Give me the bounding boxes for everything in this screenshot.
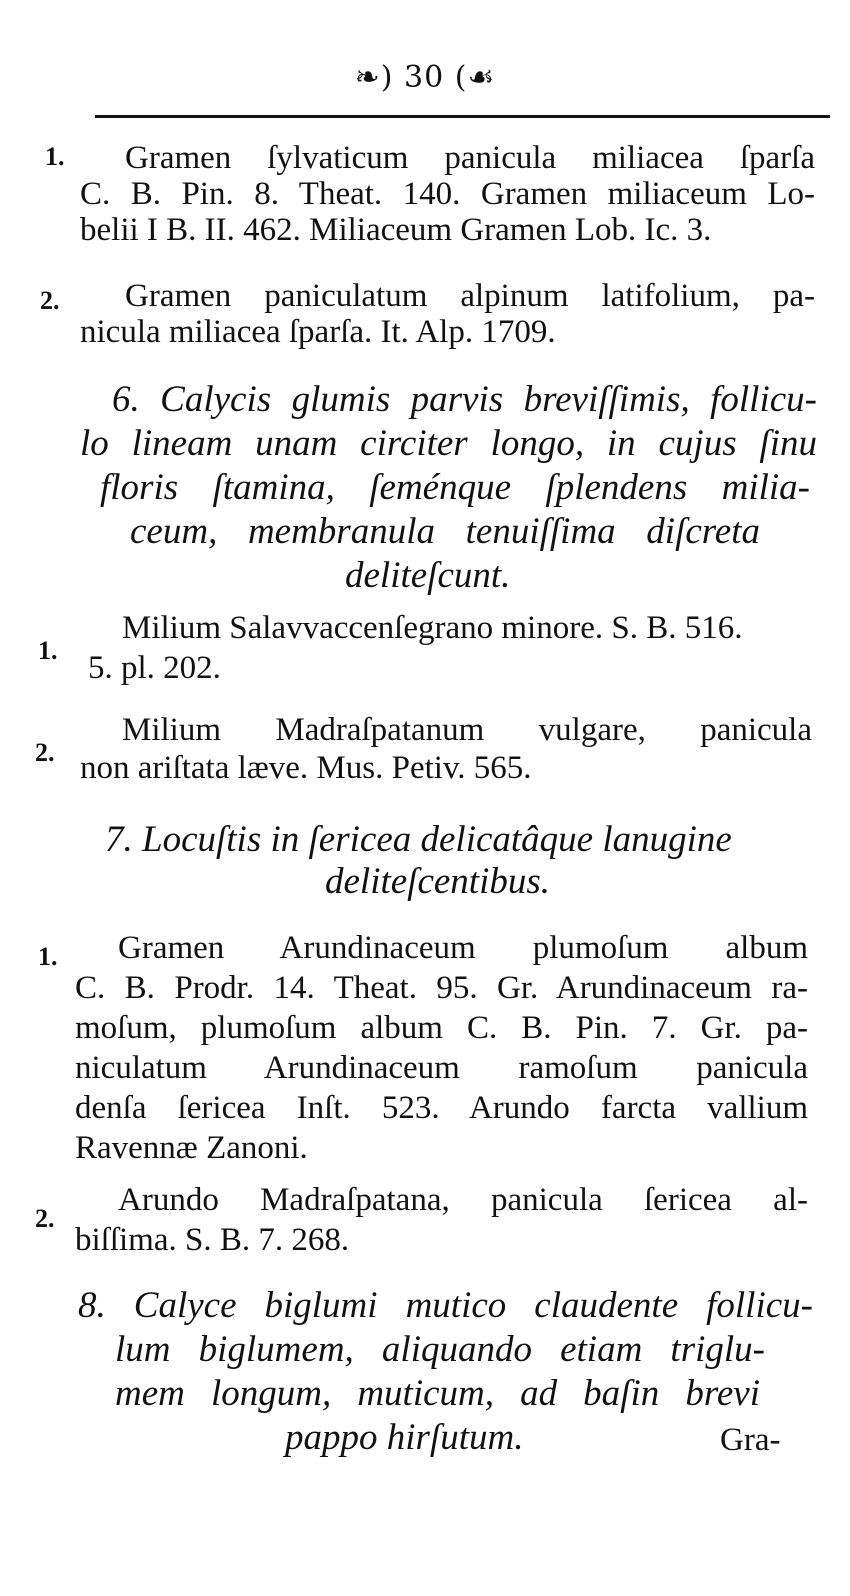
header-left-ornament: ❧) (354, 60, 394, 95)
entry-number: 2. (35, 738, 55, 767)
heading-line: lum biglumem, aliquando etiam triglu- (115, 1329, 765, 1370)
running-header (0, 60, 850, 95)
text-line: Milium Salavvaccenſegrano minore. S. B. 516. (122, 610, 743, 646)
text-line: belii I B. II. 462. Miliaceum Gramen Lob. Ic. 3. (80, 212, 712, 248)
text-line: nicula miliacea ſparſa. It. Alp. 1709. (80, 314, 556, 350)
text-line: niculatum Arundinaceum ramoſum panicula (75, 1050, 808, 1086)
heading-line: 6. Calycis glumis parvis breviſſimis, follicu- (112, 379, 817, 420)
heading-line: 7. Locuſtis in ſericea delicatâque lanugine (105, 819, 732, 860)
text-line: 5. pl. 202. (88, 650, 221, 686)
catchword: Gra- (720, 1422, 781, 1458)
heading-line: mem longum, muticum, ad baſin brevi (115, 1373, 760, 1414)
header-rule (95, 115, 830, 118)
text-line: non ariſtata læve. Mus. Petiv. 565. (80, 750, 532, 786)
text-line: C. B. Pin. 8. Theat. 140. Gramen miliaceum Lo- (80, 176, 815, 212)
text-line: denſa ſericea Inſt. 523. Arundo farcta vallium (75, 1090, 808, 1126)
heading-line: deliteſcentibus. (325, 861, 551, 902)
header-right-ornament: (☙ (454, 60, 496, 95)
text-line: Gramen ſylvaticum panicula miliacea ſparſa (125, 140, 815, 176)
text-line: Gramen Arundinaceum plumoſum album (118, 930, 808, 966)
text-line: Arundo Madraſpatana, panicula ſericea al- (118, 1182, 808, 1218)
text-line: Ravennæ Zanoni. (75, 1130, 308, 1166)
heading-line: floris ſtamina, ſeménque ſplendens milia- (100, 467, 810, 508)
text-line: moſum, plumoſum album C. B. Pin. 7. Gr. pa- (75, 1010, 808, 1046)
entry-number: 1. (38, 942, 58, 971)
text-line: C. B. Prodr. 14. Theat. 95. Gr. Arundinaceum ra- (75, 970, 808, 1006)
text-line: Milium Madraſpatanum vulgare, panicula (122, 712, 812, 748)
text-line: Gramen paniculatum alpinum latifolium, pa- (125, 278, 815, 314)
entry-number: 1. (38, 636, 58, 665)
entry-number: 2. (40, 286, 60, 315)
heading-line: lo lineam unam circiter longo, in cujus ſinu (80, 423, 817, 464)
heading-line: ceum, membranula tenuiſſima diſcreta (130, 511, 760, 552)
heading-line: 8. Calyce biglumi mutico claudente follicu- (78, 1285, 813, 1326)
text-line: biſſima. S. B. 7. 268. (75, 1222, 350, 1258)
heading-line: deliteſcunt. (345, 555, 511, 596)
entry-number: 1. (45, 142, 65, 171)
heading-line: pappo hirſutum. (285, 1417, 524, 1458)
entry-number: 2. (35, 1204, 55, 1233)
page-number: 30 (404, 60, 445, 95)
